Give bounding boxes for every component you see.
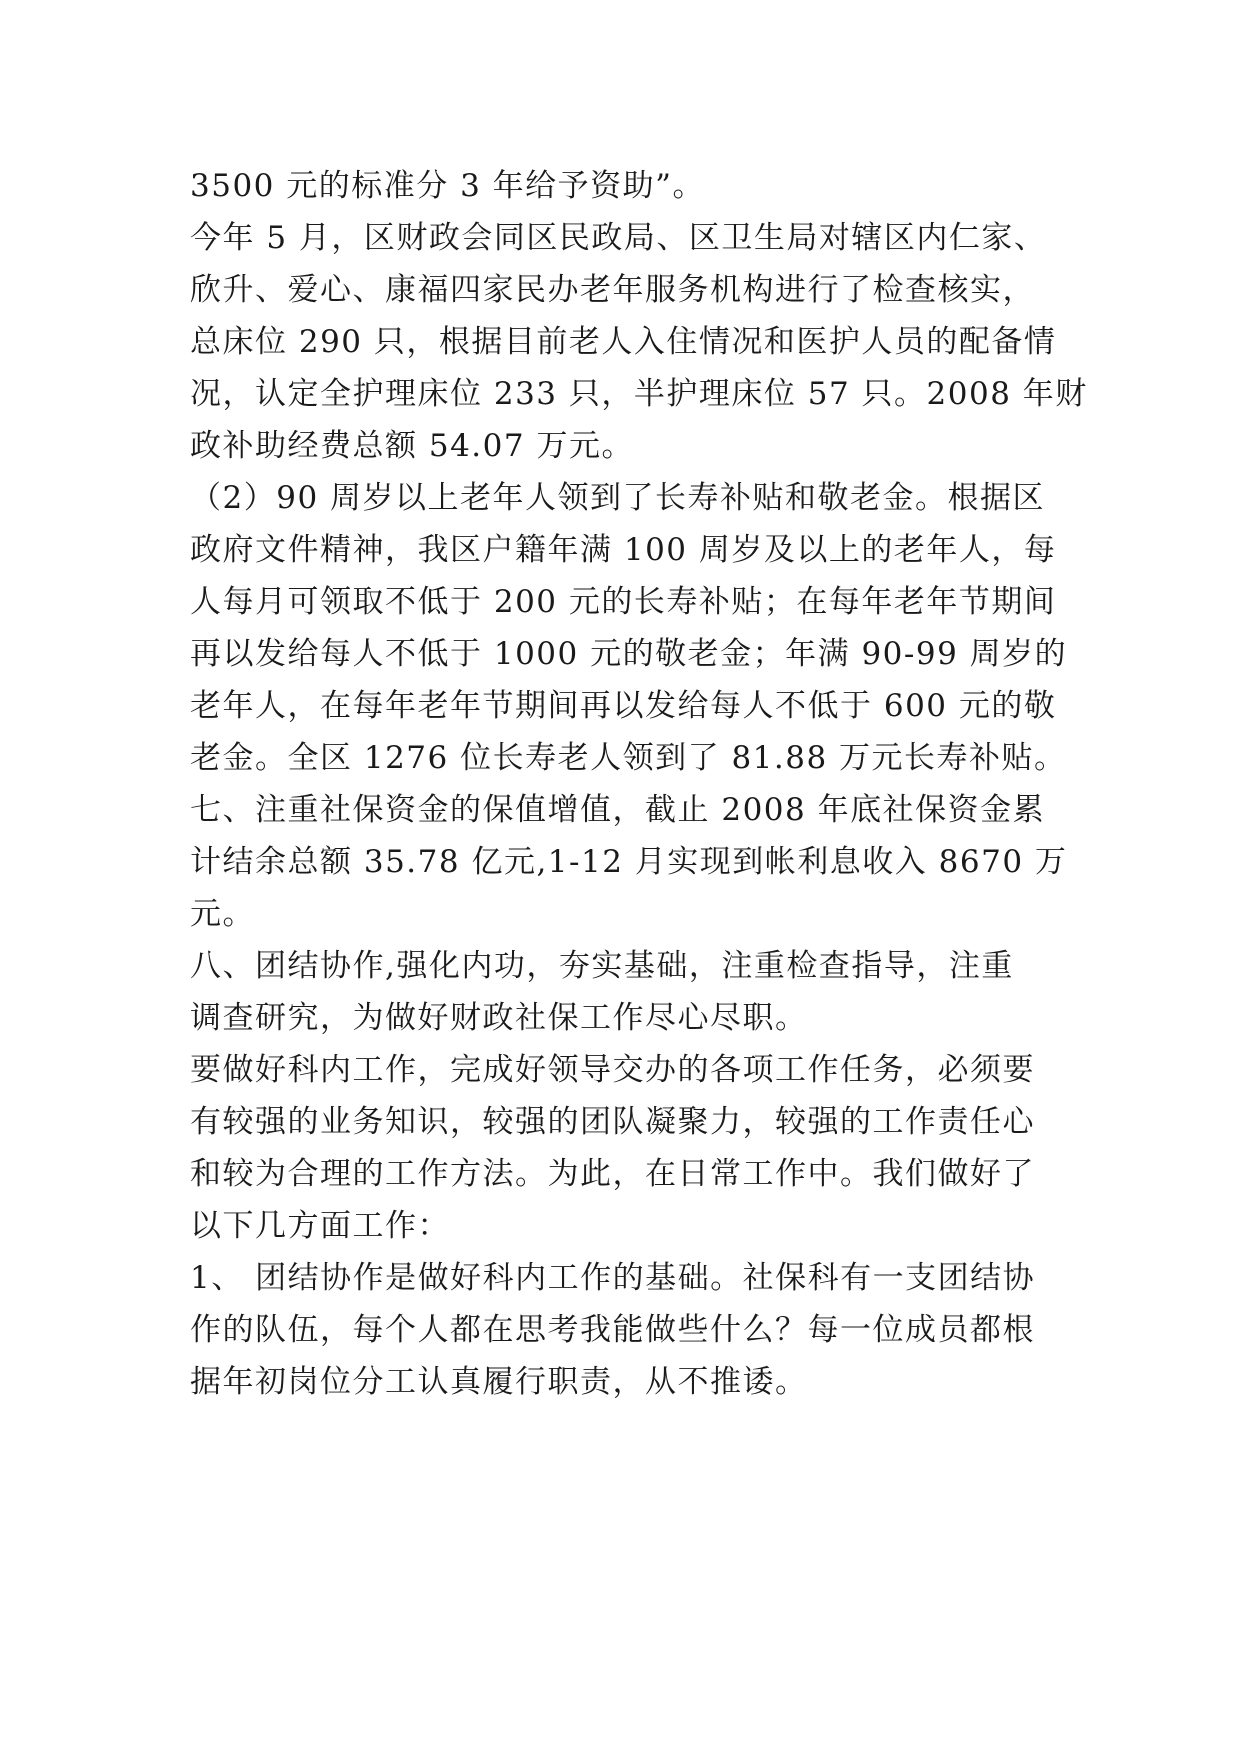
text-line: 况，认定全护理床位 233 只，半护理床位 57 只。2008 年财	[190, 376, 1088, 412]
text-line: 有较强的业务知识，较强的团队凝聚力，较强的工作责任心	[190, 1104, 1035, 1140]
text-line: 欣升、爱心、康福四家民办老年服务机构进行了检查核实，	[190, 272, 1035, 308]
text-line: 和较为合理的工作方法。为此，在日常工作中。我们做好了	[190, 1156, 1035, 1192]
document-body	[190, 160, 1088, 1408]
text-line: 元。	[190, 896, 255, 932]
text-line: 以下几方面工作：	[190, 1208, 450, 1244]
text-line: 3500 元的标准分 3 年给予资助”。	[190, 168, 706, 204]
text-line: （2）90 周岁以上老年人领到了长寿补贴和敬老金。根据区	[190, 480, 1046, 516]
text-line: 八、团结协作,强化内功，夯实基础，注重检查指导，注重	[190, 948, 1014, 984]
text-line: 七、注重社保资金的保值增值，截止 2008 年底社保资金累	[190, 792, 1046, 828]
text-line: 调查研究，为做好财政社保工作尽心尽职。	[190, 1000, 808, 1036]
text-line: 老金。全区 1276 位长寿老人领到了 81.88 万元长寿补贴。	[190, 740, 1067, 776]
text-line: 1、 团结协作是做好科内工作的基础。社保科有一支团结协	[190, 1260, 1036, 1296]
text-line: 今年 5 月，区财政会同区民政局、区卫生局对辖区内仁家、	[190, 220, 1047, 256]
text-line: 据年初岗位分工认真履行职责，从不推诿。	[190, 1364, 808, 1400]
text-line: 总床位 290 只，根据目前老人入住情况和医护人员的配备情	[190, 324, 1057, 360]
text-line: 再以发给每人不低于 1000 元的敬老金；年满 90-99 周岁的	[190, 636, 1068, 672]
text-line: 老年人，在每年老年节期间再以发给每人不低于 600 元的敬	[190, 688, 1057, 724]
text-line: 要做好科内工作，完成好领导交办的各项工作任务，必须要	[190, 1052, 1035, 1088]
text-line: 人每月可领取不低于 200 元的长寿补贴；在每年老年节期间	[190, 584, 1057, 620]
text-line: 计结余总额 35.78 亿元,1-12 月实现到帐利息收入 8670 万	[190, 844, 1068, 880]
text-line: 作的队伍，每个人都在思考我能做些什么？每一位成员都根	[190, 1312, 1035, 1348]
text-line: 政府文件精神，我区户籍年满 100 周岁及以上的老年人，每	[190, 532, 1057, 568]
text-line: 政补助经费总额 54.07 万元。	[190, 428, 634, 464]
